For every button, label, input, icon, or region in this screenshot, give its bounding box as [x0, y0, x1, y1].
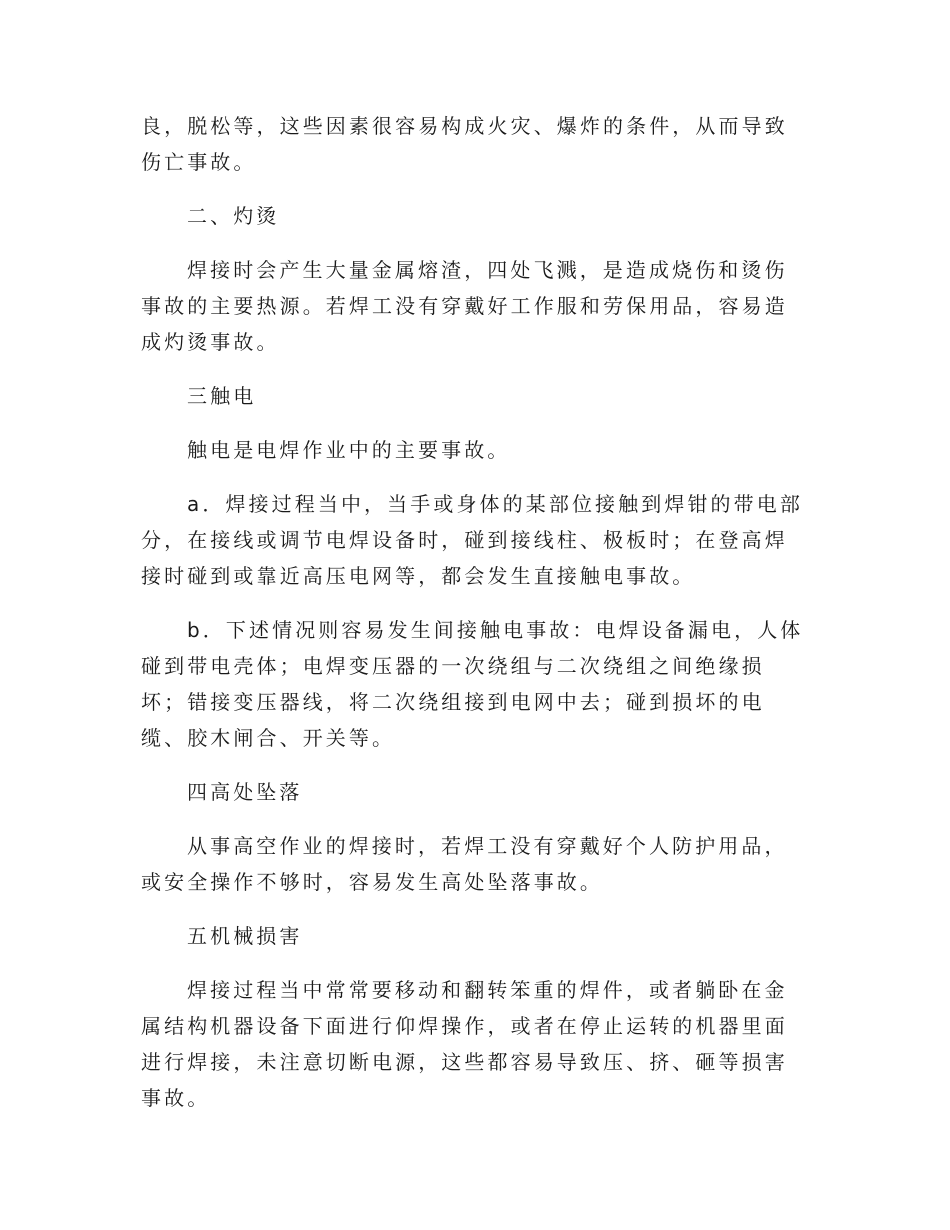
section-heading-fall: 四高处坠落	[187, 780, 303, 804]
paragraph-indirect-shock: b．下述情况则容易发生间接触电事故：电焊设备漏电，人体碰到带电壳体；电焊变压器的一次绕组与二次绕组之间绝缘损坏；错接变压器线，将二次绕组接到电网中去；碰到损坏的电缆、胶木闸合、开关等。	[141, 618, 804, 750]
paragraph-electric-shock-intro: 触电是电焊作业中的主要事故。	[187, 438, 511, 462]
paragraph-continuation: 良，脱松等，这些因素很容易构成火灾、爆炸的条件，从而导致伤亡事故。	[141, 114, 788, 174]
paragraph-direct-shock: a．焊接过程当中，当手或身体的某部位接触到焊钳的带电部分，在接线或调节电焊设备时，碰到接线柱、极板时；在登高焊接时碰到或靠近高压电网等，都会发生直接触电事故。	[141, 492, 803, 588]
paragraph-burns: 焊接时会产生大量金属熔渣，四处飞溅，是造成烧伤和烫伤事故的主要热源。若焊工没有穿戴好工作服和劳保用品，容易造成灼烫事故。	[141, 258, 788, 354]
paragraph-fall: 从事高空作业的焊接时，若焊工没有穿戴好个人防护用品，或安全操作不够时，容易发生高处坠落事故。	[141, 834, 788, 894]
section-heading-burns: 二、灼烫	[187, 204, 280, 228]
section-heading-mechanical: 五机械损害	[187, 924, 303, 948]
paragraph-mechanical: 焊接过程当中常常要移动和翻转笨重的焊件，或者躺卧在金属结构机器设备下面进行仰焊操作，或者在停止运转的机器里面进行焊接，未注意切断电源，这些都容易导致压、挤、砸等损害事故。	[141, 978, 788, 1110]
document-body	[141, 108, 809, 1116]
section-heading-electric-shock: 三触电	[187, 384, 257, 408]
